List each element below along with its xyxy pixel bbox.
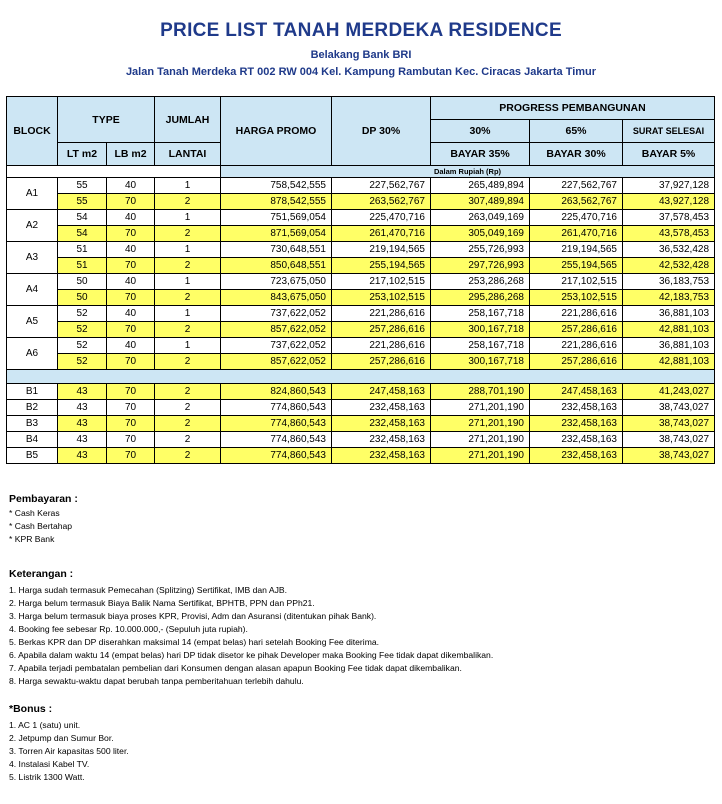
- cell-bayar35: 271,201,190: [431, 448, 530, 464]
- block-cell: A2: [7, 210, 58, 242]
- cell-lb: 70: [107, 354, 155, 370]
- cell-bayar35: 307,489,894: [431, 194, 530, 210]
- keterangan-heading: Keterangan :: [9, 568, 74, 580]
- header-p30: 30%: [431, 120, 530, 143]
- cell-bayar30: 225,470,716: [530, 210, 623, 226]
- cell-harga: 850,648,551: [221, 258, 332, 274]
- block-cell: A6: [7, 338, 58, 370]
- block-cell: A1: [7, 178, 58, 210]
- header-jumlah: JUMLAH: [155, 97, 221, 143]
- table-row: [7, 384, 715, 400]
- cell-bayar30: 253,102,515: [530, 290, 623, 306]
- block-cell: B4: [7, 432, 58, 448]
- list-item: 4. Booking fee sebesar Rp. 10.000.000,- (Sepuluh juta rupiah).: [9, 624, 248, 634]
- cell-lt: 43: [58, 384, 107, 400]
- cell-lb: 70: [107, 448, 155, 464]
- cell-bayar5: 36,532,428: [623, 242, 715, 258]
- block-cell: A5: [7, 306, 58, 338]
- table-row: [7, 416, 715, 432]
- cell-bayar35: 295,286,268: [431, 290, 530, 306]
- cell-lantai: 2: [155, 290, 221, 306]
- cell-harga: 751,569,054: [221, 210, 332, 226]
- cell-lantai: 1: [155, 338, 221, 354]
- cell-bayar5: 42,532,428: [623, 258, 715, 274]
- cell-bayar30: 263,562,767: [530, 194, 623, 210]
- list-item: 4. Instalasi Kabel TV.: [9, 759, 90, 769]
- separator-row: [7, 370, 715, 384]
- list-item: 7. Apabila terjadi pembatalan pembelian dari Konsumen dengan alasan apapun Booking Fee tidak dapat dikembalikan.: [9, 663, 462, 673]
- header-type: TYPE: [58, 97, 155, 143]
- cell-harga: 857,622,052: [221, 354, 332, 370]
- list-item: 2. Jetpump dan Sumur Bor.: [9, 733, 114, 743]
- cell-bayar30: 219,194,565: [530, 242, 623, 258]
- cell-harga: 758,542,555: [221, 178, 332, 194]
- cell-bayar35: 263,049,169: [431, 210, 530, 226]
- table-row: [7, 290, 715, 306]
- cell-bayar35: 300,167,718: [431, 322, 530, 338]
- cell-dp: 232,458,163: [332, 416, 431, 432]
- cell-bayar35: 258,167,718: [431, 306, 530, 322]
- header-bayar30: BAYAR 30%: [530, 143, 623, 166]
- cell-lb: 70: [107, 258, 155, 274]
- header-bayar5: BAYAR 5%: [623, 143, 715, 166]
- header-harga: HARGA PROMO: [221, 97, 332, 166]
- cell-bayar30: 247,458,163: [530, 384, 623, 400]
- cell-dp: 221,286,616: [332, 338, 431, 354]
- cell-harga: 857,622,052: [221, 322, 332, 338]
- cell-lb: 40: [107, 306, 155, 322]
- header-surat-selesai: SURAT SELESAI: [623, 120, 715, 143]
- block-cell: B2: [7, 400, 58, 416]
- cell-dp: 263,562,767: [332, 194, 431, 210]
- cell-lantai: 1: [155, 178, 221, 194]
- cell-lb: 70: [107, 400, 155, 416]
- cell-lt: 52: [58, 354, 107, 370]
- cell-lb: 40: [107, 178, 155, 194]
- cell-lantai: 2: [155, 258, 221, 274]
- cell-bayar5: 38,743,027: [623, 400, 715, 416]
- cell-lt: 54: [58, 210, 107, 226]
- cell-dp: 261,470,716: [332, 226, 431, 242]
- cell-bayar30: 261,470,716: [530, 226, 623, 242]
- cell-bayar35: 305,049,169: [431, 226, 530, 242]
- cell-harga: 774,860,543: [221, 400, 332, 416]
- cell-lt: 51: [58, 258, 107, 274]
- cell-lb: 70: [107, 384, 155, 400]
- table-row: [7, 210, 715, 226]
- header-block: BLOCK: [7, 97, 58, 166]
- cell-bayar30: 257,286,616: [530, 322, 623, 338]
- cell-dp: 257,286,616: [332, 322, 431, 338]
- subtitle: Belakang Bank BRI: [310, 49, 412, 61]
- cell-bayar35: 271,201,190: [431, 400, 530, 416]
- cell-lt: 43: [58, 416, 107, 432]
- cell-lt: 52: [58, 306, 107, 322]
- cell-bayar5: 42,881,103: [623, 354, 715, 370]
- cell-harga: 774,860,543: [221, 448, 332, 464]
- cell-lb: 70: [107, 322, 155, 338]
- block-cell: A4: [7, 274, 58, 306]
- list-item: 6. Apabila dalam waktu 14 (empat belas) hari DP tidak disetor ke pihak Developer maka Booking Fee tidak dapat dikembalikan.: [9, 650, 494, 660]
- header-lb: LB m2: [107, 143, 155, 166]
- cell-dp: 225,470,716: [332, 210, 431, 226]
- cell-dp: 221,286,616: [332, 306, 431, 322]
- cell-lantai: 2: [155, 322, 221, 338]
- cell-dp: 257,286,616: [332, 354, 431, 370]
- cell-lb: 40: [107, 274, 155, 290]
- header-p65: 65%: [530, 120, 623, 143]
- cell-lt: 50: [58, 274, 107, 290]
- table-row: [7, 354, 715, 370]
- cell-lt: 55: [58, 194, 107, 210]
- header-lantai: LANTAI: [155, 143, 221, 166]
- table-row: [7, 258, 715, 274]
- cell-bayar35: 271,201,190: [431, 432, 530, 448]
- cell-bayar30: 221,286,616: [530, 338, 623, 354]
- cell-lt: 52: [58, 322, 107, 338]
- cell-lantai: 2: [155, 416, 221, 432]
- cell-bayar30: 257,286,616: [530, 354, 623, 370]
- table-row: [7, 242, 715, 258]
- cell-harga: 774,860,543: [221, 416, 332, 432]
- table-row: [7, 448, 715, 464]
- cell-lt: 50: [58, 290, 107, 306]
- cell-bayar5: 42,183,753: [623, 290, 715, 306]
- cell-bayar30: 227,562,767: [530, 178, 623, 194]
- cell-lb: 40: [107, 242, 155, 258]
- list-item: 3. Torren Air kapasitas 500 liter.: [9, 746, 129, 756]
- cell-lt: 43: [58, 400, 107, 416]
- cell-lt: 51: [58, 242, 107, 258]
- cell-bayar5: 37,927,128: [623, 178, 715, 194]
- page-title: PRICE LIST TANAH MERDEKA RESIDENCE: [160, 20, 562, 41]
- bonus-heading: *Bonus :: [9, 703, 53, 715]
- cell-bayar5: 41,243,027: [623, 384, 715, 400]
- cell-lantai: 2: [155, 448, 221, 464]
- list-item: * Cash Bertahap: [9, 521, 73, 531]
- cell-bayar5: 37,578,453: [623, 210, 715, 226]
- table-row: [7, 338, 715, 354]
- cell-lt: 54: [58, 226, 107, 242]
- block-cell: A3: [7, 242, 58, 274]
- cell-lt: 43: [58, 432, 107, 448]
- cell-harga: 723,675,050: [221, 274, 332, 290]
- cell-dp: 217,102,515: [332, 274, 431, 290]
- header-progress: PROGRESS PEMBANGUNAN: [431, 97, 715, 120]
- cell-lantai: 2: [155, 194, 221, 210]
- cell-dp: 232,458,163: [332, 432, 431, 448]
- cell-bayar5: 38,743,027: [623, 432, 715, 448]
- unit-note: Dalam Rupiah (Rp): [221, 166, 715, 178]
- cell-bayar30: 232,458,163: [530, 400, 623, 416]
- cell-lantai: 2: [155, 432, 221, 448]
- cell-bayar5: 36,183,753: [623, 274, 715, 290]
- cell-harga: 878,542,555: [221, 194, 332, 210]
- cell-bayar30: 232,458,163: [530, 416, 623, 432]
- list-item: 3. Harga belum termasuk biaya proses KPR, Provisi, Adm dan Asuransi (ditentukan pihak Bank).: [9, 611, 377, 621]
- cell-bayar5: 42,881,103: [623, 322, 715, 338]
- cell-lantai: 1: [155, 242, 221, 258]
- cell-bayar30: 232,458,163: [530, 448, 623, 464]
- cell-lb: 70: [107, 416, 155, 432]
- header-dp: DP 30%: [332, 97, 431, 166]
- cell-harga: 824,860,543: [221, 384, 332, 400]
- price-table: [6, 96, 715, 464]
- cell-lb: 40: [107, 210, 155, 226]
- cell-dp: 219,194,565: [332, 242, 431, 258]
- table-row: [7, 400, 715, 416]
- cell-harga: 737,622,052: [221, 306, 332, 322]
- cell-harga: 843,675,050: [221, 290, 332, 306]
- cell-harga: 774,860,543: [221, 432, 332, 448]
- cell-bayar35: 271,201,190: [431, 416, 530, 432]
- table-row: [7, 322, 715, 338]
- cell-bayar5: 43,578,453: [623, 226, 715, 242]
- table-row: [7, 306, 715, 322]
- cell-bayar30: 221,286,616: [530, 306, 623, 322]
- cell-lantai: 1: [155, 274, 221, 290]
- list-item: 1. Harga sudah termasuk Pemecahan (Splitzing) Sertifikat, IMB dan AJB.: [9, 585, 287, 595]
- cell-bayar5: 36,881,103: [623, 338, 715, 354]
- cell-bayar5: 43,927,128: [623, 194, 715, 210]
- cell-bayar30: 232,458,163: [530, 432, 623, 448]
- cell-bayar35: 253,286,268: [431, 274, 530, 290]
- cell-bayar5: 38,743,027: [623, 448, 715, 464]
- cell-lb: 70: [107, 226, 155, 242]
- cell-lb: 70: [107, 290, 155, 306]
- list-item: * Cash Keras: [9, 508, 60, 518]
- cell-dp: 232,458,163: [332, 400, 431, 416]
- cell-dp: 227,562,767: [332, 178, 431, 194]
- cell-dp: 232,458,163: [332, 448, 431, 464]
- cell-lantai: 1: [155, 306, 221, 322]
- cell-lantai: 2: [155, 226, 221, 242]
- cell-lb: 40: [107, 338, 155, 354]
- table-row: [7, 194, 715, 210]
- address: Jalan Tanah Merdeka RT 002 RW 004 Kel. Kampung Rambutan Kec. Ciracas Jakarta Timur: [125, 66, 597, 78]
- list-item: 1. AC 1 (satu) unit.: [9, 720, 81, 730]
- header-bayar35: BAYAR 35%: [431, 143, 530, 166]
- list-item: 5. Berkas KPR dan DP diserahkan maksimal 14 (empat belas) hari setelah Booking Fee diterima.: [9, 637, 380, 647]
- cell-lantai: 1: [155, 210, 221, 226]
- list-item: 8. Harga sewaktu-waktu dapat berubah tanpa pemberitahuan terlebih dahulu.: [9, 676, 304, 686]
- list-item: * KPR Bank: [9, 534, 55, 544]
- cell-harga: 871,569,054: [221, 226, 332, 242]
- cell-lantai: 2: [155, 400, 221, 416]
- block-cell: B1: [7, 384, 58, 400]
- block-cell: B5: [7, 448, 58, 464]
- cell-bayar5: 36,881,103: [623, 306, 715, 322]
- cell-harga: 737,622,052: [221, 338, 332, 354]
- table-row: [7, 274, 715, 290]
- cell-lb: 70: [107, 194, 155, 210]
- table-row: [7, 432, 715, 448]
- cell-lantai: 2: [155, 384, 221, 400]
- cell-lt: 43: [58, 448, 107, 464]
- table-row: [7, 226, 715, 242]
- cell-lantai: 2: [155, 354, 221, 370]
- cell-bayar35: 265,489,894: [431, 178, 530, 194]
- list-item: 5. Listrik 1300 Watt.: [9, 772, 85, 782]
- cell-bayar35: 258,167,718: [431, 338, 530, 354]
- cell-bayar35: 255,726,993: [431, 242, 530, 258]
- cell-lt: 52: [58, 338, 107, 354]
- cell-dp: 255,194,565: [332, 258, 431, 274]
- cell-bayar5: 38,743,027: [623, 416, 715, 432]
- bonus-list: [9, 719, 129, 784]
- cell-harga: 730,648,551: [221, 242, 332, 258]
- cell-bayar35: 300,167,718: [431, 354, 530, 370]
- cell-lb: 70: [107, 432, 155, 448]
- cell-dp: 247,458,163: [332, 384, 431, 400]
- list-item: 2. Harga belum termasuk Biaya Balik Nama Sertifikat, BPHTB, PPN dan PPh21.: [9, 598, 315, 608]
- table-row: [7, 178, 715, 194]
- pembayaran-list: [9, 507, 72, 546]
- cell-bayar30: 217,102,515: [530, 274, 623, 290]
- cell-lt: 55: [58, 178, 107, 194]
- cell-bayar35: 288,701,190: [431, 384, 530, 400]
- cell-bayar30: 255,194,565: [530, 258, 623, 274]
- cell-bayar35: 297,726,993: [431, 258, 530, 274]
- cell-dp: 253,102,515: [332, 290, 431, 306]
- keterangan-list: [9, 584, 493, 688]
- pembayaran-heading: Pembayaran :: [9, 493, 78, 505]
- header-lt: LT m2: [58, 143, 107, 166]
- block-cell: B3: [7, 416, 58, 432]
